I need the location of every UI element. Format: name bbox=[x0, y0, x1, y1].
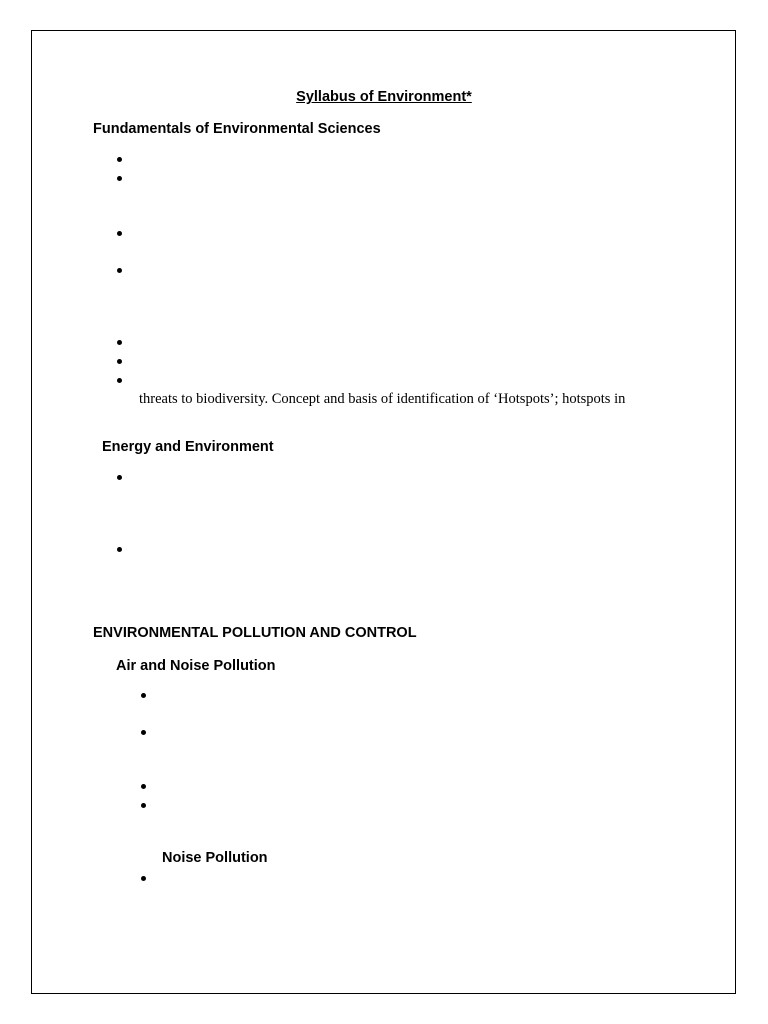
biodiversity-text-line: threats to biodiversity. Concept and basis of identification of ‘Hotspots’; hotspots in bbox=[139, 391, 626, 407]
bullet-point bbox=[115, 474, 123, 482]
bullet-point bbox=[115, 267, 123, 275]
subsection-heading-air-noise: Air and Noise Pollution bbox=[116, 658, 276, 674]
bullet-point bbox=[115, 358, 123, 366]
bullet-point bbox=[139, 783, 147, 791]
section-heading-pollution: ENVIRONMENTAL POLLUTION AND CONTROL bbox=[93, 625, 417, 641]
bullet-point bbox=[139, 692, 147, 700]
bullet-point bbox=[115, 377, 123, 385]
bullet-point bbox=[115, 546, 123, 554]
bullet-point bbox=[139, 875, 147, 883]
bullet-point bbox=[115, 156, 123, 164]
bullet-point bbox=[139, 802, 147, 810]
page-border bbox=[31, 30, 736, 994]
document-title: Syllabus of Environment* bbox=[296, 89, 472, 105]
bullet-point bbox=[139, 729, 147, 737]
section-heading-energy: Energy and Environment bbox=[102, 439, 274, 455]
bullet-point bbox=[115, 230, 123, 238]
bullet-point bbox=[115, 339, 123, 347]
subsection-heading-noise: Noise Pollution bbox=[162, 850, 268, 866]
section-heading-fundamentals: Fundamentals of Environmental Sciences bbox=[93, 121, 381, 137]
bullet-point bbox=[115, 175, 123, 183]
